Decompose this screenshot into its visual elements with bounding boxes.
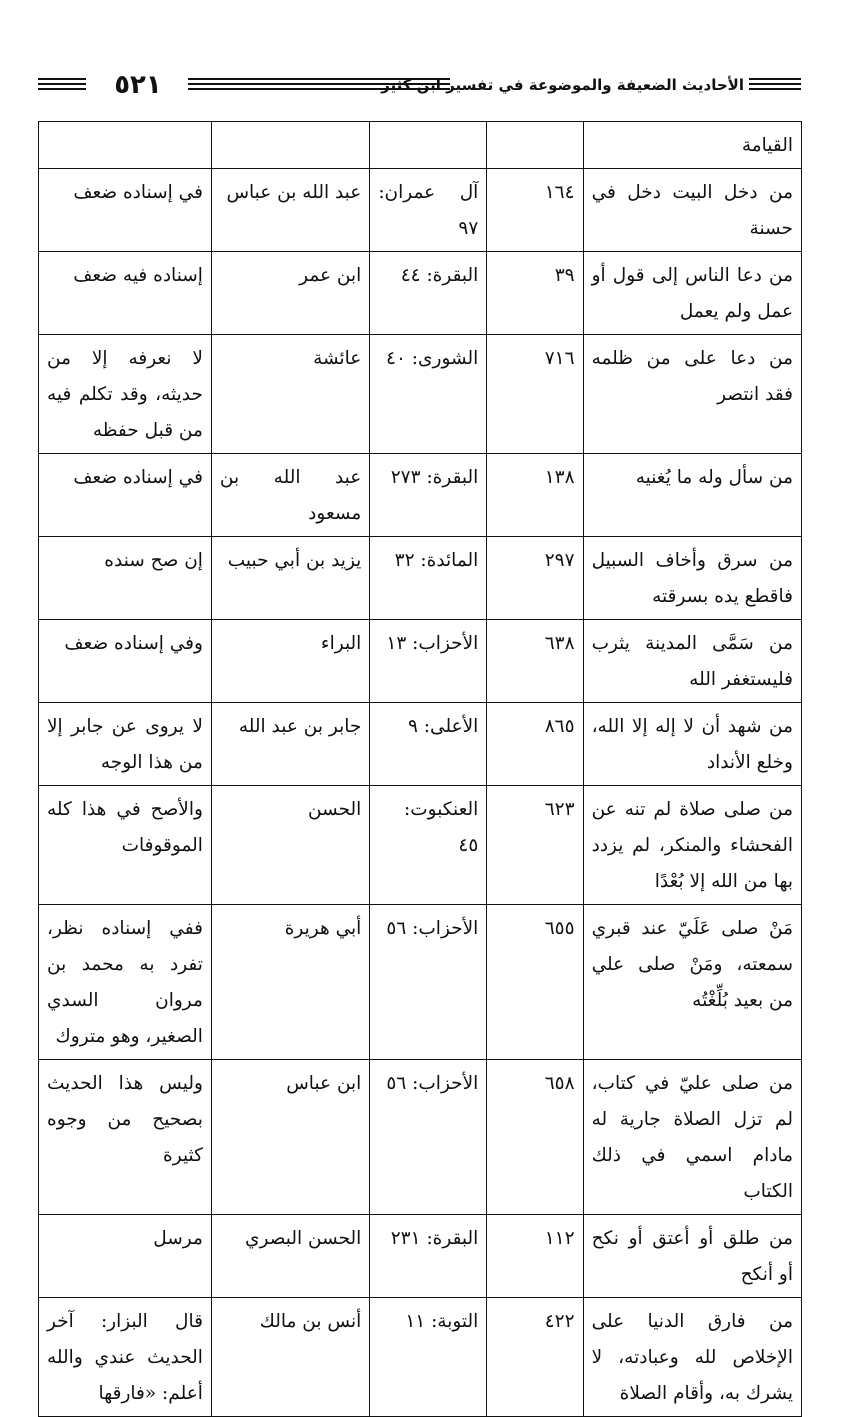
hadith-text: من صلى عليّ في كتاب، لم تزل الصلاة جارية له مادام اسمي في ذلك الكتاب: [583, 1060, 801, 1215]
verse-reference: [370, 122, 487, 169]
table-row: [39, 1215, 802, 1298]
table-row: [39, 786, 802, 905]
verse-reference: الأحزاب: ٥٦: [370, 1060, 487, 1215]
hadith-number: [487, 122, 583, 169]
narrator: عبد الله بن مسعود: [211, 454, 369, 537]
narrator: البراء: [211, 620, 369, 703]
table-row: [39, 122, 802, 169]
hadith-number: ٣٩: [487, 252, 583, 335]
hadith-number: ٦٥٨: [487, 1060, 583, 1215]
verse-reference: آل عمران: ٩٧: [370, 169, 487, 252]
verse-reference: الأحزاب: ٥٦: [370, 905, 487, 1060]
hadith-text: من سأل وله ما يُغنيه: [583, 454, 801, 537]
hadith-number: ١٦٤: [487, 169, 583, 252]
grading-note: ففي إسناده نظر، تفرد به محمد بن مروان السدي الصغير، وهو متروك: [39, 905, 212, 1060]
grading-note: وليس هذا الحديث بصحيح من وجوه كثيرة: [39, 1060, 212, 1215]
hadith-text: القيامة: [583, 122, 801, 169]
hadith-text: من سرق وأخاف السبيل فاقطع يده بسرقته: [583, 537, 801, 620]
grading-note: [39, 122, 212, 169]
narrator: يزيد بن أبي حبيب: [211, 537, 369, 620]
grading-note: لا نعرفه إلا من حديثه، وقد تكلم فيه من قبل حفظه: [39, 335, 212, 454]
hadith-text: من طلق أو أعتق أو نكح أو أنكح: [583, 1215, 801, 1298]
verse-reference: الأعلى: ٩: [370, 703, 487, 786]
grading-note: إسناده فيه ضعف: [39, 252, 212, 335]
hadith-table: [38, 121, 802, 1417]
hadith-text: من فارق الدنيا على الإخلاص لله وعبادته، لا يشرك به، وأقام الصلاة: [583, 1298, 801, 1417]
narrator: عبد الله بن عباس: [211, 169, 369, 252]
hadith-number: ٢٩٧: [487, 537, 583, 620]
hadith-number: ٧١٦: [487, 335, 583, 454]
table-row: [39, 537, 802, 620]
hadith-text: من صلى صلاة لم تنه عن الفحشاء والمنكر، لم يزدد بها من الله إلا بُعْدًا: [583, 786, 801, 905]
hadith-number: ١٣٨: [487, 454, 583, 537]
table-row: [39, 1298, 802, 1417]
hadith-text: من دعا على من ظلمه فقد انتصر: [583, 335, 801, 454]
hadith-text: مَنْ صلى عَلَيّ عند قبري سمعته، ومَنْ صلى علي من بعيد بُلِّغْتُه: [583, 905, 801, 1060]
hadith-number: ٨٦٥: [487, 703, 583, 786]
table-row: [39, 703, 802, 786]
narrator: ابن عمر: [211, 252, 369, 335]
header-ornament-left: [38, 78, 86, 90]
table-row: [39, 335, 802, 454]
hadith-text: من شهد أن لا إله إلا الله، وخلع الأنداد: [583, 703, 801, 786]
hadith-number: ١١٢: [487, 1215, 583, 1298]
narrator: عائشة: [211, 335, 369, 454]
verse-reference: البقرة: ٤٤: [370, 252, 487, 335]
verse-reference: التوبة: ١١: [370, 1298, 487, 1417]
narrator: أبي هريرة: [211, 905, 369, 1060]
table-row: [39, 620, 802, 703]
table-row: [39, 905, 802, 1060]
table-row: [39, 252, 802, 335]
table-row: [39, 1060, 802, 1215]
page-header: [38, 68, 801, 104]
grading-note: والأصح في هذا كله الموقوفات: [39, 786, 212, 905]
header-ornament-right: [749, 78, 801, 90]
grading-note: إن صح سنده: [39, 537, 212, 620]
hadith-text: من دعا الناس إلى قول أو عمل ولم يعمل: [583, 252, 801, 335]
table-row: [39, 169, 802, 252]
hadith-text: من سَمَّى المدينة يثرب فليستغفر الله: [583, 620, 801, 703]
verse-reference: البقرة: ٢٧٣: [370, 454, 487, 537]
grading-note: مرسل: [39, 1215, 212, 1298]
hadith-number: ٦٣٨: [487, 620, 583, 703]
narrator: ابن عباس: [211, 1060, 369, 1215]
narrator: الحسن البصري: [211, 1215, 369, 1298]
narrator: جابر بن عبد الله: [211, 703, 369, 786]
page-number: ٥٢١: [114, 70, 162, 100]
verse-reference: البقرة: ٢٣١: [370, 1215, 487, 1298]
verse-reference: المائدة: ٣٢: [370, 537, 487, 620]
hadith-number: ٤٢٢: [487, 1298, 583, 1417]
verse-reference: الأحزاب: ١٣: [370, 620, 487, 703]
narrator: [211, 122, 369, 169]
hadith-text: من دخل البيت دخل في حسنة: [583, 169, 801, 252]
grading-note: لا يروى عن جابر إلا من هذا الوجه: [39, 703, 212, 786]
hadith-number: ٦٥٥: [487, 905, 583, 1060]
grading-note: في إسناده ضعف: [39, 169, 212, 252]
narrator: الحسن: [211, 786, 369, 905]
verse-reference: الشورى: ٤٠: [370, 335, 487, 454]
verse-reference: العنكبوت: ٤٥: [370, 786, 487, 905]
running-title: الأحاديث الضعيفة والموضوعة في تفسير ابن كثير: [381, 76, 744, 94]
table-row: [39, 454, 802, 537]
grading-note: قال البزار: آخر الحديث عندي والله أعلم: «فارقها: [39, 1298, 212, 1417]
grading-note: وفي إسناده ضعف: [39, 620, 212, 703]
grading-note: في إسناده ضعف: [39, 454, 212, 537]
narrator: أنس بن مالك: [211, 1298, 369, 1417]
hadith-number: ٦٢٣: [487, 786, 583, 905]
